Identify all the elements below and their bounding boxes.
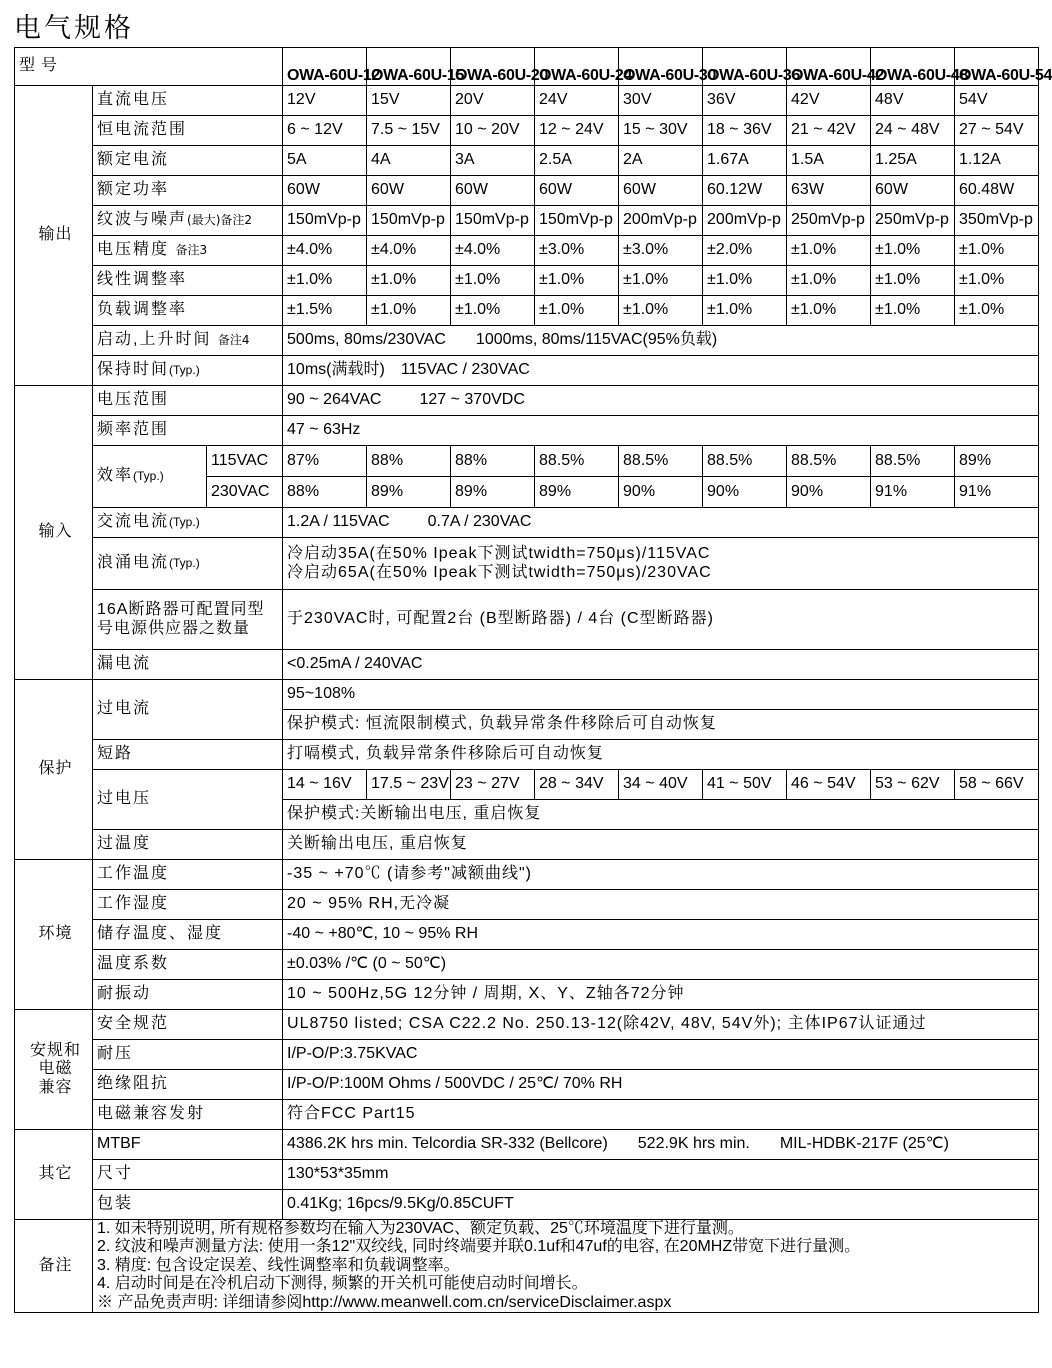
param-rated-power: 额定功率	[93, 176, 283, 206]
value-cell: ±1.0%	[871, 296, 955, 326]
hold-up-a: 10ms(满载时)	[287, 361, 385, 379]
value-cell: ±4.0%	[451, 236, 535, 266]
mtbf-value	[283, 1130, 1039, 1160]
model-header: OWA-60U-54	[955, 48, 1039, 86]
note-item: 1. 如未特别说明, 所有规格参数均在输入为230VAC、额定负载、25℃环境温度下进行量测。	[97, 1220, 744, 1237]
value-cell: 18 ~ 36V	[703, 116, 787, 146]
value-cell: 41 ~ 50V	[703, 770, 787, 800]
value-cell: ±1.0%	[955, 236, 1039, 266]
param-over-temp: 过温度	[93, 830, 283, 860]
param-emc: 电磁兼容发射	[93, 1100, 283, 1130]
ac-current-label: 交流电流	[97, 513, 170, 531]
param-leakage: 漏电流	[93, 650, 283, 680]
value-cell: 10 ~ 20V	[451, 116, 535, 146]
inrush-line-230: 冷启动65A(在50% Ipeak下测试twidth=750μs)/230VAC	[287, 563, 712, 581]
value-cell: 88.5%	[787, 446, 871, 477]
page-title: 电气规格	[14, 13, 134, 44]
typ-mark: (Typ.)	[169, 363, 200, 378]
storage-value: -40 ~ +80℃, 10 ~ 95% RH	[283, 920, 1039, 950]
value-cell: ±1.0%	[283, 266, 367, 296]
breaker-label-2: 号电源供应器之数量	[97, 619, 251, 637]
overload-mode: 保护模式: 恒流限制模式, 负载异常条件移除后可自动恢复	[283, 710, 1039, 740]
value-cell: 60W	[283, 176, 367, 206]
category-safety-line-1: 安规和	[29, 1041, 81, 1059]
param-over-voltage: 过电压	[93, 770, 283, 830]
safety-standards-value: UL8750 listed; CSA C22.2 No. 250.13-12(除42V, 48V, 54V外); 主体IP67认证通过	[283, 1010, 1039, 1040]
emc-value: 符合FCC Part15	[283, 1100, 1039, 1130]
value-cell: 15V	[367, 86, 451, 116]
value-cell: 89%	[955, 446, 1039, 477]
category-environment: 环境	[15, 860, 93, 1010]
working-temp-value: -35 ~ +70℃ (请参考"减额曲线")	[283, 860, 1039, 890]
value-cell: ±1.0%	[703, 296, 787, 326]
model-header: OWA-60U-36	[703, 48, 787, 86]
param-dc-voltage: 直流电压	[93, 86, 283, 116]
voltage-range-ac: 90 ~ 264VAC	[287, 391, 382, 409]
param-frequency-range: 频率范围	[93, 416, 283, 446]
value-cell: 90%	[619, 477, 703, 508]
param-load-regulation: 负载调整率	[93, 296, 283, 326]
value-cell: 150mVp-p	[283, 206, 367, 236]
isolation-value: I/P-O/P:100M Ohms / 500VDC / 25℃/ 70% RH	[283, 1070, 1039, 1100]
setup-rise-115: 1000ms, 80ms/115VAC(95%负载)	[475, 331, 718, 349]
value-cell: 87%	[283, 446, 367, 477]
value-cell: 4A	[367, 146, 451, 176]
setup-rise-value	[283, 326, 1039, 356]
value-cell: 250mVp-p	[787, 206, 871, 236]
working-humidity-value: 20 ~ 95% RH,无冷凝	[283, 890, 1039, 920]
value-cell: 5A	[283, 146, 367, 176]
value-cell: 1.67A	[703, 146, 787, 176]
model-header: OWA-60U-20	[451, 48, 535, 86]
value-cell: 23 ~ 27V	[451, 770, 535, 800]
value-cell: 53 ~ 62V	[871, 770, 955, 800]
param-ac-current	[93, 508, 283, 538]
param-isolation: 绝缘阻抗	[93, 1070, 283, 1100]
value-cell: 24 ~ 48V	[871, 116, 955, 146]
value-cell: 1.12A	[955, 146, 1039, 176]
value-cell: ±4.0%	[283, 236, 367, 266]
value-cell: 60.12W	[703, 176, 787, 206]
ac-current-115: 1.2A / 115VAC	[287, 513, 390, 531]
note-ref: 备注4	[217, 333, 250, 348]
value-cell: 60.48W	[955, 176, 1039, 206]
model-header: OWA-60U-42	[787, 48, 871, 86]
value-cell: 15 ~ 30V	[619, 116, 703, 146]
model-header: OWA-60U-48	[871, 48, 955, 86]
value-cell: ±3.0%	[535, 236, 619, 266]
model-header: OWA-60U-12	[283, 48, 367, 86]
value-cell: ±1.0%	[787, 296, 871, 326]
value-cell: 14 ~ 16V	[283, 770, 367, 800]
inrush-label: 浪涌电流	[97, 554, 170, 572]
param-dimension: 尺寸	[93, 1160, 283, 1190]
model-header: OWA-60U-24	[535, 48, 619, 86]
value-cell: 89%	[367, 477, 451, 508]
over-temp-value: 关断输出电压, 重启恢复	[283, 830, 1039, 860]
param-hold-up	[93, 356, 283, 386]
value-cell: ±1.0%	[535, 296, 619, 326]
value-cell: ±1.5%	[283, 296, 367, 326]
value-cell: 2.5A	[535, 146, 619, 176]
value-cell: 200mVp-p	[703, 206, 787, 236]
voltage-range-dc: 127 ~ 370VDC	[419, 391, 525, 409]
category-input: 输入	[15, 386, 93, 680]
value-cell: 91%	[871, 477, 955, 508]
param-temp-coeff: 温度系数	[93, 950, 283, 980]
value-cell: 1.25A	[871, 146, 955, 176]
value-cell: ±1.0%	[535, 266, 619, 296]
value-cell: ±1.0%	[955, 296, 1039, 326]
param-cc-range: 恒电流范围	[93, 116, 283, 146]
efficiency-sub-115: 115VAC	[207, 446, 283, 477]
param-short-circuit: 短路	[93, 740, 283, 770]
value-cell: 150mVp-p	[367, 206, 451, 236]
value-cell: ±1.0%	[871, 236, 955, 266]
value-cell: 88%	[451, 446, 535, 477]
param-voltage-range: 电压范围	[93, 386, 283, 416]
value-cell: 58 ~ 66V	[955, 770, 1039, 800]
value-cell: ±2.0%	[703, 236, 787, 266]
model-header: OWA-60U-30	[619, 48, 703, 86]
value-cell: 36V	[703, 86, 787, 116]
param-overload: 过电流	[93, 680, 283, 740]
value-cell: 46 ~ 54V	[787, 770, 871, 800]
mtbf-mil: MIL-HDBK-217F (25℃)	[779, 1135, 949, 1153]
category-safety-line-2: 电磁	[38, 1060, 73, 1078]
value-cell: ±1.0%	[451, 266, 535, 296]
param-packing: 包装	[93, 1190, 283, 1220]
category-notes: 备注	[15, 1220, 93, 1313]
param-voltage-tolerance	[93, 236, 283, 266]
value-cell: 88.5%	[871, 446, 955, 477]
value-cell: 150mVp-p	[535, 206, 619, 236]
note-item: 2. 纹波和噪声测量方法: 使用一条12"双绞线, 同时终端要并联0.1uf和47uf的电容, 在20MHZ带宽下进行量测。	[97, 1238, 861, 1256]
inrush-line-115: 冷启动35A(在50% Ipeak下测试twidth=750μs)/115VAC	[287, 545, 711, 563]
value-cell: ±1.0%	[451, 296, 535, 326]
value-cell: 42V	[787, 86, 871, 116]
typ-mark: (Typ.)	[169, 515, 200, 530]
param-line-regulation: 线性调整率	[93, 266, 283, 296]
value-cell: 60W	[619, 176, 703, 206]
temp-coeff-value: ±0.03% /℃ (0 ~ 50℃)	[283, 950, 1039, 980]
value-cell: 63W	[787, 176, 871, 206]
value-cell: 89%	[451, 477, 535, 508]
vibration-value: 10 ~ 500Hz,5G 12分钟 / 周期, X、Y、Z轴各72分钟	[283, 980, 1039, 1010]
mtbf-telcordia: 4386.2K hrs min. Telcordia SR-332 (Bellcore)	[287, 1135, 608, 1153]
note-ref: 备注2	[220, 213, 253, 228]
value-cell: 1.5A	[787, 146, 871, 176]
value-cell: 28 ~ 34V	[535, 770, 619, 800]
category-safety-line-3: 兼容	[38, 1078, 73, 1096]
voltage-range-value	[283, 386, 1039, 416]
value-cell: 6 ~ 12V	[283, 116, 367, 146]
value-cell: ±1.0%	[703, 266, 787, 296]
note-ref: 备注3	[175, 243, 208, 258]
mtbf-min: 522.9K hrs min.	[637, 1135, 750, 1153]
ripple-max: (最大)	[187, 213, 221, 228]
category-safety-emc	[15, 1010, 93, 1130]
param-inrush	[93, 538, 283, 590]
value-cell: 48V	[871, 86, 955, 116]
value-cell: 91%	[955, 477, 1039, 508]
value-cell: 350mVp-p	[955, 206, 1039, 236]
value-cell: ±1.0%	[619, 266, 703, 296]
hold-up-b: 115VAC / 230VAC	[400, 361, 530, 379]
value-cell: 60W	[871, 176, 955, 206]
category-others: 其它	[15, 1130, 93, 1220]
value-cell: ±1.0%	[955, 266, 1039, 296]
value-cell: 21 ~ 42V	[787, 116, 871, 146]
frequency-value: 47 ~ 63Hz	[283, 416, 1039, 446]
value-cell: 2A	[619, 146, 703, 176]
value-cell: ±1.0%	[871, 266, 955, 296]
value-cell: 30V	[619, 86, 703, 116]
param-working-temp: 工作温度	[93, 860, 283, 890]
param-setup-rise	[93, 326, 283, 356]
value-cell: 24V	[535, 86, 619, 116]
breaker-value: 于230VAC时, 可配置2台 (B型断路器) / 4台 (C型断路器)	[283, 590, 1039, 650]
value-cell: 20V	[451, 86, 535, 116]
value-cell: 3A	[451, 146, 535, 176]
value-cell: 90%	[787, 477, 871, 508]
note-item: 4. 启动时间是在冷机启动下测得, 频繁的开关机可能使启动时间增长。	[97, 1275, 588, 1293]
value-cell: 88%	[367, 446, 451, 477]
efficiency-label: 效率	[97, 467, 134, 485]
note-item: ※ 产品免责声明: 详细请参阅http://www.meanwell.com.cn/serviceDisclaimer.aspx	[97, 1293, 672, 1311]
param-mtbf: MTBF	[93, 1130, 283, 1160]
note-item: 3. 精度: 包含设定误差、线性调整率和负载调整率。	[97, 1256, 460, 1274]
value-cell: 60W	[451, 176, 535, 206]
param-storage: 储存温度、湿度	[93, 920, 283, 950]
inrush-value	[283, 538, 1039, 590]
param-ripple	[93, 206, 283, 236]
leakage-value: <0.25mA / 240VAC	[283, 650, 1039, 680]
typ-mark: (Typ.)	[133, 469, 164, 484]
param-vibration: 耐振动	[93, 980, 283, 1010]
setup-rise-230: 500ms, 80ms/230VAC	[287, 331, 446, 349]
value-cell: 90%	[703, 477, 787, 508]
spec-table	[14, 47, 1052, 1313]
value-cell: ±1.0%	[367, 296, 451, 326]
value-cell: 12 ~ 24V	[535, 116, 619, 146]
value-cell: 12V	[283, 86, 367, 116]
value-cell: 60W	[535, 176, 619, 206]
value-cell: ±3.0%	[619, 236, 703, 266]
model-label: 型号	[15, 48, 283, 86]
short-circuit-value: 打嗝模式, 负载异常条件移除后可自动恢复	[283, 740, 1039, 770]
value-cell: ±1.0%	[787, 236, 871, 266]
overload-value: 95~108%	[283, 680, 1039, 710]
withstand-value: I/P-O/P:3.75KVAC	[283, 1040, 1039, 1070]
value-cell: ±1.0%	[367, 266, 451, 296]
value-cell: 200mVp-p	[619, 206, 703, 236]
param-working-humidity: 工作湿度	[93, 890, 283, 920]
value-cell: 89%	[535, 477, 619, 508]
value-cell: 17.5 ~ 23V	[367, 770, 451, 800]
value-cell: ±4.0%	[367, 236, 451, 266]
hold-up-label: 保持时间	[97, 361, 170, 379]
value-cell: 250mVp-p	[871, 206, 955, 236]
dimension-value: 130*53*35mm	[283, 1160, 1039, 1190]
value-cell: 150mVp-p	[451, 206, 535, 236]
param-efficiency	[93, 446, 207, 508]
tolerance-label: 电压精度	[97, 241, 170, 259]
over-voltage-mode: 保护模式:关断输出电压, 重启恢复	[283, 800, 1039, 830]
notes-list	[93, 1220, 1039, 1313]
value-cell: 54V	[955, 86, 1039, 116]
value-cell: 7.5 ~ 15V	[367, 116, 451, 146]
value-cell: ±1.0%	[619, 296, 703, 326]
ac-current-230: 0.7A / 230VAC	[427, 513, 532, 531]
ripple-label: 纹波与噪声	[97, 211, 188, 229]
hold-up-value	[283, 356, 1039, 386]
value-cell: 34 ~ 40V	[619, 770, 703, 800]
value-cell: 60W	[367, 176, 451, 206]
value-cell: 88.5%	[703, 446, 787, 477]
param-rated-current: 额定电流	[93, 146, 283, 176]
value-cell: 88.5%	[535, 446, 619, 477]
param-withstand: 耐压	[93, 1040, 283, 1070]
value-cell: 88.5%	[619, 446, 703, 477]
param-safety-standards: 安全规范	[93, 1010, 283, 1040]
value-cell: ±1.0%	[787, 266, 871, 296]
packing-value: 0.41Kg; 16pcs/9.5Kg/0.85CUFT	[283, 1190, 1039, 1220]
category-output: 输出	[15, 86, 93, 386]
breaker-label-1: 16A断路器可配置同型	[97, 601, 265, 619]
efficiency-sub-230: 230VAC	[207, 477, 283, 508]
model-header: OWA-60U-15	[367, 48, 451, 86]
value-cell: 27 ~ 54V	[955, 116, 1039, 146]
ac-current-value	[283, 508, 1039, 538]
category-protection: 保护	[15, 680, 93, 860]
typ-mark: (Typ.)	[169, 556, 200, 571]
setup-label: 启动,上升时间	[97, 331, 212, 349]
value-cell: 88%	[283, 477, 367, 508]
param-breaker	[93, 590, 283, 650]
